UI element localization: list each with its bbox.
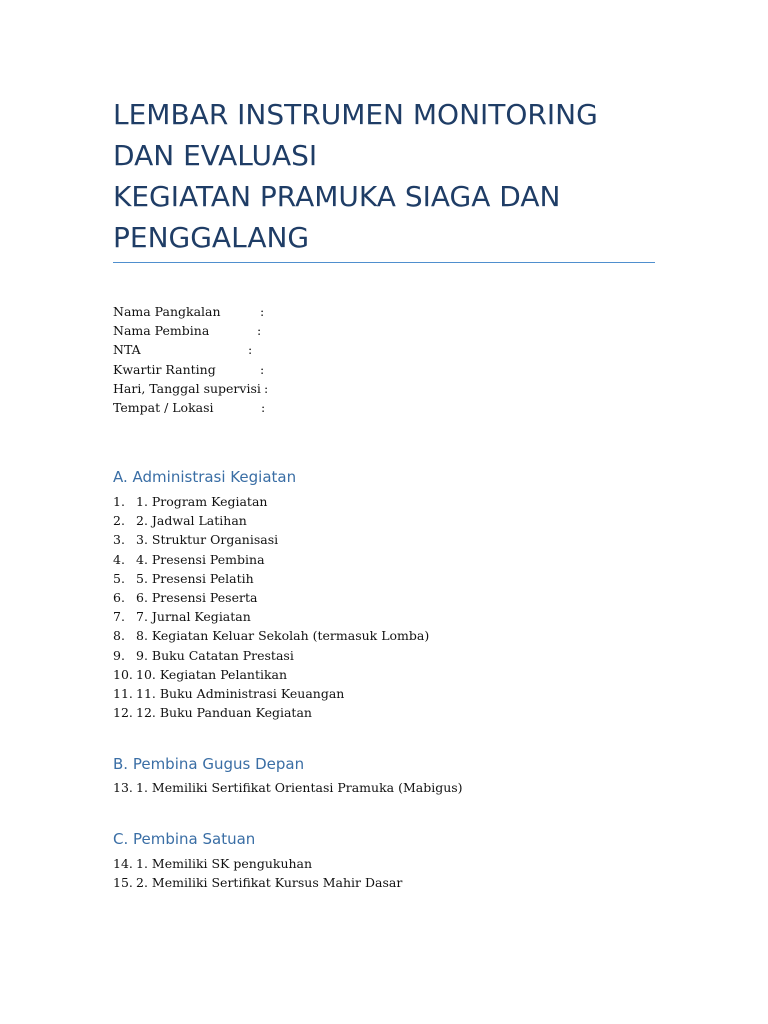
list-number: 15. xyxy=(113,875,133,891)
list-text: 2. Memiliki Sertifikat Kursus Mahir Dasar xyxy=(136,875,403,891)
list-item xyxy=(113,569,429,588)
section-heading-pembina-satuan: C. Pembina Satuan xyxy=(113,830,256,848)
list-text: 1. Memiliki Sertifikat Orientasi Pramuka (Mabigus) xyxy=(136,780,463,795)
list-number: 11. xyxy=(113,685,133,701)
list-text: 5. Presensi Pelatih xyxy=(136,570,254,586)
list-item xyxy=(113,854,402,873)
list-number: 3. xyxy=(113,532,125,548)
list-text: 11. Buku Administrasi Keuangan xyxy=(136,685,345,701)
list-number: 7. xyxy=(113,609,125,625)
field-colon: : xyxy=(261,399,266,415)
list-pembina-satuan xyxy=(113,854,402,892)
list-item xyxy=(113,703,429,722)
title-line-2: DAN EVALUASI xyxy=(113,139,318,172)
list-number: 5. xyxy=(113,570,125,586)
field-colon: : xyxy=(264,380,269,396)
list-item xyxy=(113,511,429,530)
list-number: 6. xyxy=(113,589,125,605)
list-number: 10. xyxy=(113,666,133,682)
list-text: 2. Jadwal Latihan xyxy=(136,513,247,529)
field-label: Nama Pangkalan xyxy=(113,304,221,319)
list-number: 13. xyxy=(113,780,133,795)
list-item xyxy=(113,873,402,892)
list-number: 2. xyxy=(113,513,125,529)
section-heading-administrasi: A. Administrasi Kegiatan xyxy=(113,468,297,486)
title-line-3: KEGIATAN PRAMUKA SIAGA DAN xyxy=(113,180,561,213)
field-colon: : xyxy=(260,304,265,319)
list-text: 6. Presensi Peserta xyxy=(136,589,258,605)
list-text: 9. Buku Catatan Prestasi xyxy=(136,647,294,663)
field-label: Hari, Tanggal supervisi xyxy=(113,380,261,396)
list-item xyxy=(113,607,429,626)
list-item xyxy=(113,684,429,703)
field-nta xyxy=(113,340,261,359)
identity-fields xyxy=(113,302,269,417)
list-item xyxy=(113,778,463,797)
field-label: Kwartir Ranting xyxy=(113,361,216,377)
list-item xyxy=(113,646,429,665)
list-pembina-gugus-depan xyxy=(113,778,463,797)
list-number: 14. xyxy=(113,856,133,871)
list-number: 9. xyxy=(113,647,125,663)
title-divider xyxy=(113,262,655,263)
field-kwartir-ranting xyxy=(113,360,265,379)
list-item xyxy=(113,626,429,645)
section-heading-pembina-gugus-depan: B. Pembina Gugus Depan xyxy=(113,755,305,773)
list-item xyxy=(113,588,429,607)
field-nama-pangkalan xyxy=(113,302,265,321)
list-administrasi xyxy=(113,492,429,722)
list-text: 8. Kegiatan Keluar Sekolah (termasuk Lomba) xyxy=(136,628,430,644)
field-hari-tanggal xyxy=(113,379,269,398)
list-number: 4. xyxy=(113,551,125,567)
field-tempat-lokasi xyxy=(113,398,266,417)
field-colon: : xyxy=(248,342,253,358)
list-number: 12. xyxy=(113,705,133,721)
list-number: 8. xyxy=(113,628,125,644)
list-item xyxy=(113,665,429,684)
list-text: 1. Program Kegiatan xyxy=(136,494,268,509)
list-text: 3. Struktur Organisasi xyxy=(136,532,279,548)
list-item xyxy=(113,550,429,569)
field-nama-pembina xyxy=(113,321,261,340)
field-colon: : xyxy=(257,323,262,339)
list-number: 1. xyxy=(113,494,125,509)
document-title xyxy=(113,94,655,258)
field-colon: : xyxy=(260,361,265,377)
field-label: Tempat / Lokasi xyxy=(113,399,214,415)
list-item xyxy=(113,492,429,511)
list-text: 7. Jurnal Kegiatan xyxy=(136,609,251,625)
field-label: Nama Pembina xyxy=(113,323,210,339)
list-text: 10. Kegiatan Pelantikan xyxy=(136,666,288,682)
field-label: NTA xyxy=(113,342,141,358)
list-text: 12. Buku Panduan Kegiatan xyxy=(136,705,312,721)
title-line-4: PENGGALANG xyxy=(113,221,310,254)
list-text: 1. Memiliki SK pengukuhan xyxy=(136,856,313,871)
title-line-1: LEMBAR INSTRUMEN MONITORING xyxy=(113,98,598,131)
list-text: 4. Presensi Pembina xyxy=(136,551,265,567)
list-item xyxy=(113,530,429,549)
